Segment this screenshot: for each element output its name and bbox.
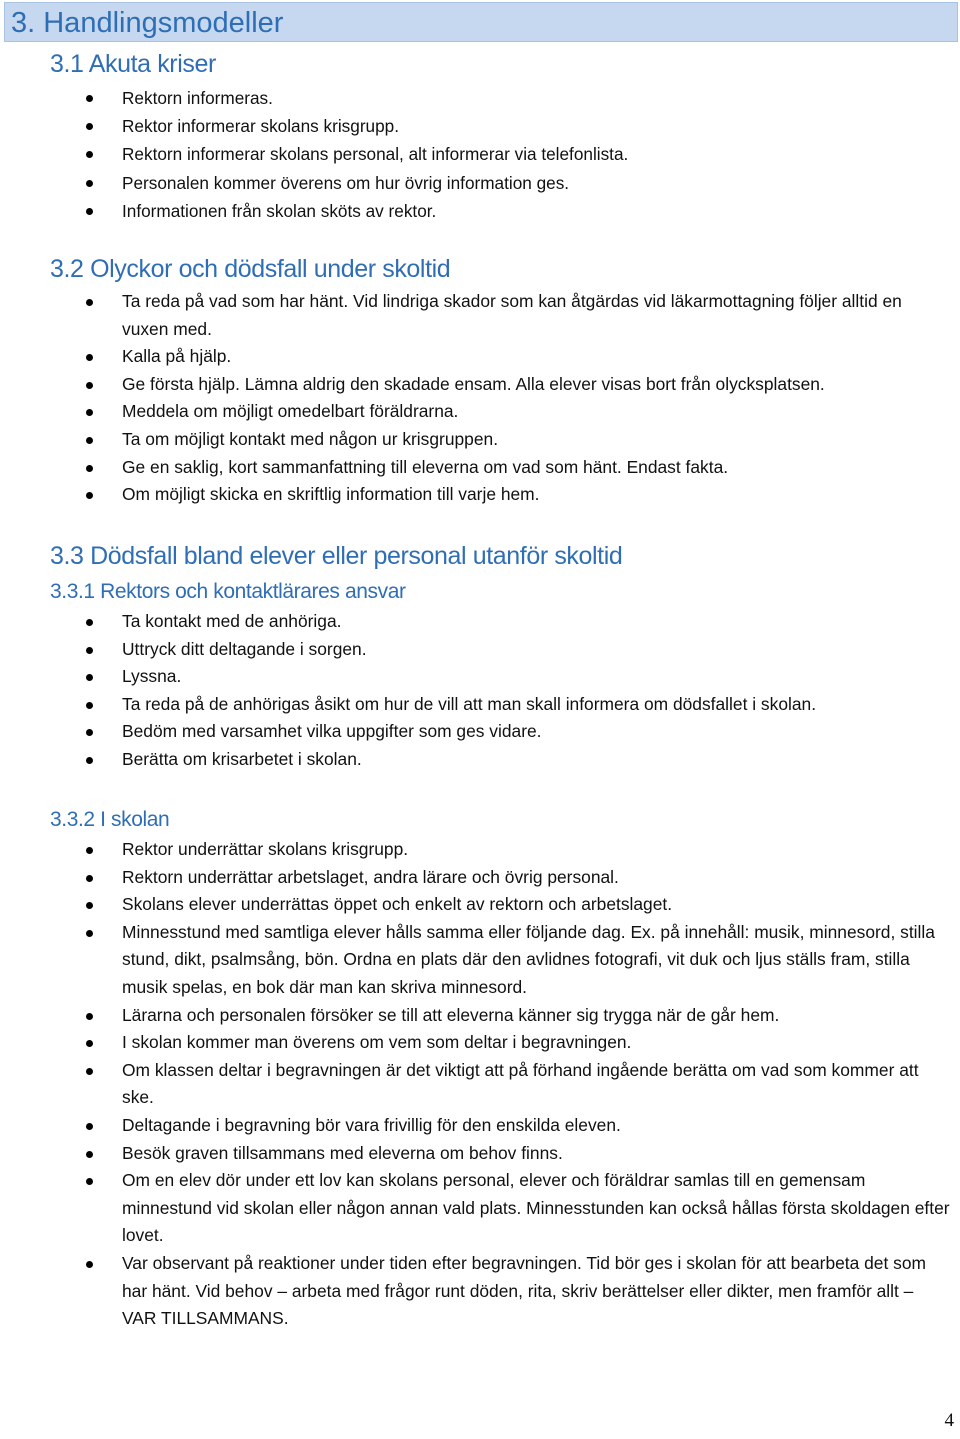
- list-item: Deltagande i begravning bör vara frivillig för den enskilda eleven.: [86, 1112, 952, 1140]
- list-item: Kalla på hjälp.: [86, 343, 952, 371]
- list-item: Lyssna.: [86, 663, 952, 691]
- list-item: Ge första hjälp. Lämna aldrig den skadade ensam. Alla elever visas bort från olycksplatsen.: [86, 371, 952, 399]
- list-item: Ta reda på vad som har hänt. Vid lindriga skador som kan åtgärdas vid läkarmottagning följer alltid en vuxen med.: [86, 288, 952, 343]
- list-item: Uttryck ditt deltagande i sorgen.: [86, 636, 952, 664]
- list-item: Informationen från skolan sköts av rektor.: [86, 197, 952, 225]
- list-item: Ta kontakt med de anhöriga.: [86, 608, 952, 636]
- list-item: Om klassen deltar i begravningen är det viktigt att på förhand ingående berätta om vad som kommer att ske.: [86, 1057, 952, 1112]
- list-item: Berätta om krisarbetet i skolan.: [86, 746, 952, 774]
- list-acute-crises: [86, 84, 952, 225]
- list-item: Bedöm med varsamhet vilka uppgifter som ges vidare.: [86, 718, 952, 746]
- chapter-heading: 3. Handlingsmodeller: [4, 2, 958, 42]
- section-heading-3-1: 3.1 Akuta kriser: [50, 50, 216, 78]
- section-heading-3-3: 3.3 Dödsfall bland elever eller personal utanför skoltid: [50, 542, 623, 570]
- list-item: Meddela om möjligt omedelbart föräldrarna.: [86, 398, 952, 426]
- list-in-school: [86, 836, 952, 1333]
- list-item: Var observant på reaktioner under tiden efter begravningen. Tid bör ges i skolan för att bearbeta det som har hänt. Vid behov – arbeta med frågor runt döden, rita, skriv berättelser eller dikter, men framför allt – VAR TILLSAMMANS.: [86, 1250, 952, 1333]
- list-item: Ge en saklig, kort sammanfattning till eleverna om vad som hänt. Endast fakta.: [86, 454, 952, 482]
- list-item: Rektor underrättar skolans krisgrupp.: [86, 836, 952, 864]
- list-principal-responsibility: [86, 608, 952, 774]
- list-item: Om möjligt skicka en skriftlig information till varje hem.: [86, 481, 952, 509]
- page-number: 4: [944, 1410, 954, 1431]
- section-heading-3-3-2: 3.3.2 I skolan: [50, 808, 170, 831]
- list-item: Rektorn underrättar arbetslaget, andra lärare och övrig personal.: [86, 864, 952, 892]
- section-heading-3-3-1: 3.3.1 Rektors och kontaktlärares ansvar: [50, 580, 406, 603]
- list-item: Rektorn informeras.: [86, 84, 952, 112]
- list-item: Om en elev dör under ett lov kan skolans personal, elever och föräldrar samlas till en gemensam minnestund vid skolan eller någon annan vald plats. Minnesstunden kan också hållas första skoldagen efter lovet.: [86, 1167, 952, 1250]
- list-item: Rektorn informerar skolans personal, alt informerar via telefonlista.: [86, 140, 952, 168]
- list-item: Lärarna och personalen försöker se till att eleverna känner sig trygga när de går hem.: [86, 1002, 952, 1030]
- list-item: Ta reda på de anhörigas åsikt om hur de vill att man skall informera om dödsfallet i skolan.: [86, 691, 952, 719]
- list-item: Rektor informerar skolans krisgrupp.: [86, 112, 952, 140]
- list-item: Skolans elever underrättas öppet och enkelt av rektorn och arbetslaget.: [86, 891, 952, 919]
- list-item: Besök graven tillsammans med eleverna om behov finns.: [86, 1140, 952, 1168]
- list-item: I skolan kommer man överens om vem som deltar i begravningen.: [86, 1029, 952, 1057]
- list-item: Ta om möjligt kontakt med någon ur krisgruppen.: [86, 426, 952, 454]
- list-item: Minnesstund med samtliga elever hålls samma eller följande dag. Ex. på innehåll: musik, minnesord, stilla stund, dikt, psalmsång, bön. Ordna en plats där den avlidnes fotografi, vit duk och ljus ställs fram, stilla musik spelas, en bok där man kan skriva minnesord.: [86, 919, 952, 1002]
- list-accidents: [86, 288, 952, 509]
- list-item: Personalen kommer överens om hur övrig information ges.: [86, 169, 952, 197]
- section-heading-3-2: 3.2 Olyckor och dödsfall under skoltid: [50, 255, 451, 283]
